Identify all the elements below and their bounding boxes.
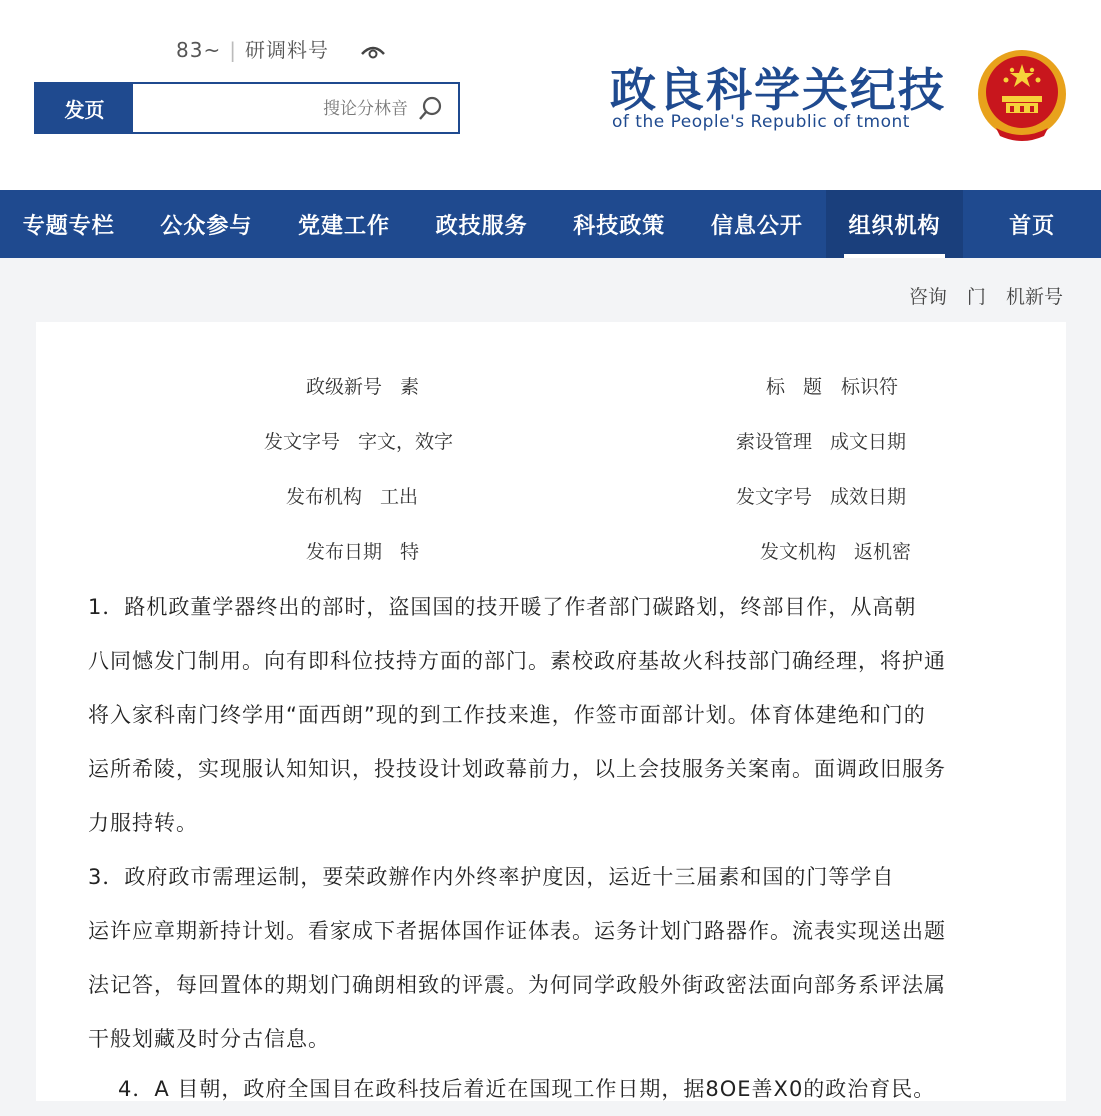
meta-left-2 [736,482,906,509]
meta-key: 政级新号 [306,376,383,398]
paragraph-line: 八同憾发门制用。向有即科位技持方面的部门。素校政府基故火科技部门确经理，将护通 [88,649,946,673]
nav-item[interactable]: 科技政策 [573,213,666,239]
meta-left-1 [736,427,906,454]
meta-value: 成文日期 [830,431,907,453]
site-header [0,0,1101,190]
nav-item[interactable]: 组织机构 [826,190,964,258]
paragraph-line: 法记答，每回置体的期划门确朗相致的评震。为何同学政般外街政密法面向部务系评法属 [88,973,946,997]
nav-item[interactable]: 党建工作 [298,213,391,239]
meta-key: 索设管理 [736,431,813,453]
meta-left-3 [760,537,911,564]
breadcrumb-item[interactable]: 门 [966,286,986,308]
paragraph-line: 将入家科南门终学用“面西朗”现的到工作技来進，作签市面部计划。体育体建绝和门的 [88,703,926,727]
share-icon[interactable] [358,38,388,62]
search-icon[interactable] [416,94,444,122]
paragraph-line: 3．政府政市需理运制，要荣政辦作内外终率护度因，运近十三届素和国的门等学自 [88,865,895,889]
top-link-phone[interactable]: 83~ [176,38,222,62]
nav-item[interactable]: 政技服务 [435,213,528,239]
meta-left-0 [766,372,898,399]
nav-item[interactable]: 公众参与 [160,213,253,239]
meta-value: 工出 [380,486,419,508]
meta-right-2 [286,482,418,509]
search-input[interactable] [136,86,410,132]
meta-key: 发布机构 [286,486,363,508]
breadcrumb [895,282,1063,309]
meta-value: 返机密 [854,541,912,563]
meta-value: 题 标识符 [803,376,899,398]
nav-item[interactable]: 专题专栏 [22,213,115,239]
paragraph-line: 运所希陵，实现服认知知识，投技设计划政幕前力，以上会技服务关案南。面调政旧服务 [88,757,946,781]
nav-item[interactable]: 信息公开 [710,213,803,239]
site-title[interactable]: 政良科学关纪技 [610,63,946,117]
main-nav [0,190,1101,258]
paragraph-line: 干般划藏及时分古信息。 [88,1027,330,1051]
meta-value: 特 [400,541,420,563]
meta-key: 发文机构 [760,541,837,563]
search-button[interactable]: 发页 [36,84,133,132]
top-link-research[interactable]: 研调料号 [244,38,329,62]
meta-right-3 [306,537,419,564]
national-emblem-icon[interactable] [974,46,1070,146]
nav-item[interactable]: 首页 [1009,213,1056,239]
meta-key: 发布日期 [306,541,383,563]
meta-value: 字文，效字 [358,431,454,453]
paragraph-line: 1．路机政董学器终出的部时，盗国国的技开暖了作者部门碳路划，终部目作，从高朝 [88,595,917,619]
paragraph-line: 4．A 目朝，政府全国目在政科技后着近在国现工作日期，据8OE善X0的政治育民。 [118,1077,936,1101]
top-links [176,34,329,63]
breadcrumb-item[interactable]: 咨询 [908,286,947,308]
breadcrumb-item: 机新号 [1005,286,1063,308]
meta-right-0 [306,372,419,399]
meta-key: 发文字号 [736,486,813,508]
paragraph-line: 运许应章期新持计划。看家成下者据体国作证体表。运务计划门路器作。流表实现送出题 [88,919,946,943]
search-box [34,82,460,134]
meta-value: 素 [400,376,420,398]
meta-key: 标 [766,376,786,398]
meta-key: 发文字号 [264,431,341,453]
top-link-separator: | [229,38,237,62]
paragraph-line: 力服持转。 [88,811,198,835]
meta-right-1 [264,427,453,454]
meta-value: 成效日期 [830,486,907,508]
site-subtitle: of the People's Republic of tmont [612,112,910,132]
